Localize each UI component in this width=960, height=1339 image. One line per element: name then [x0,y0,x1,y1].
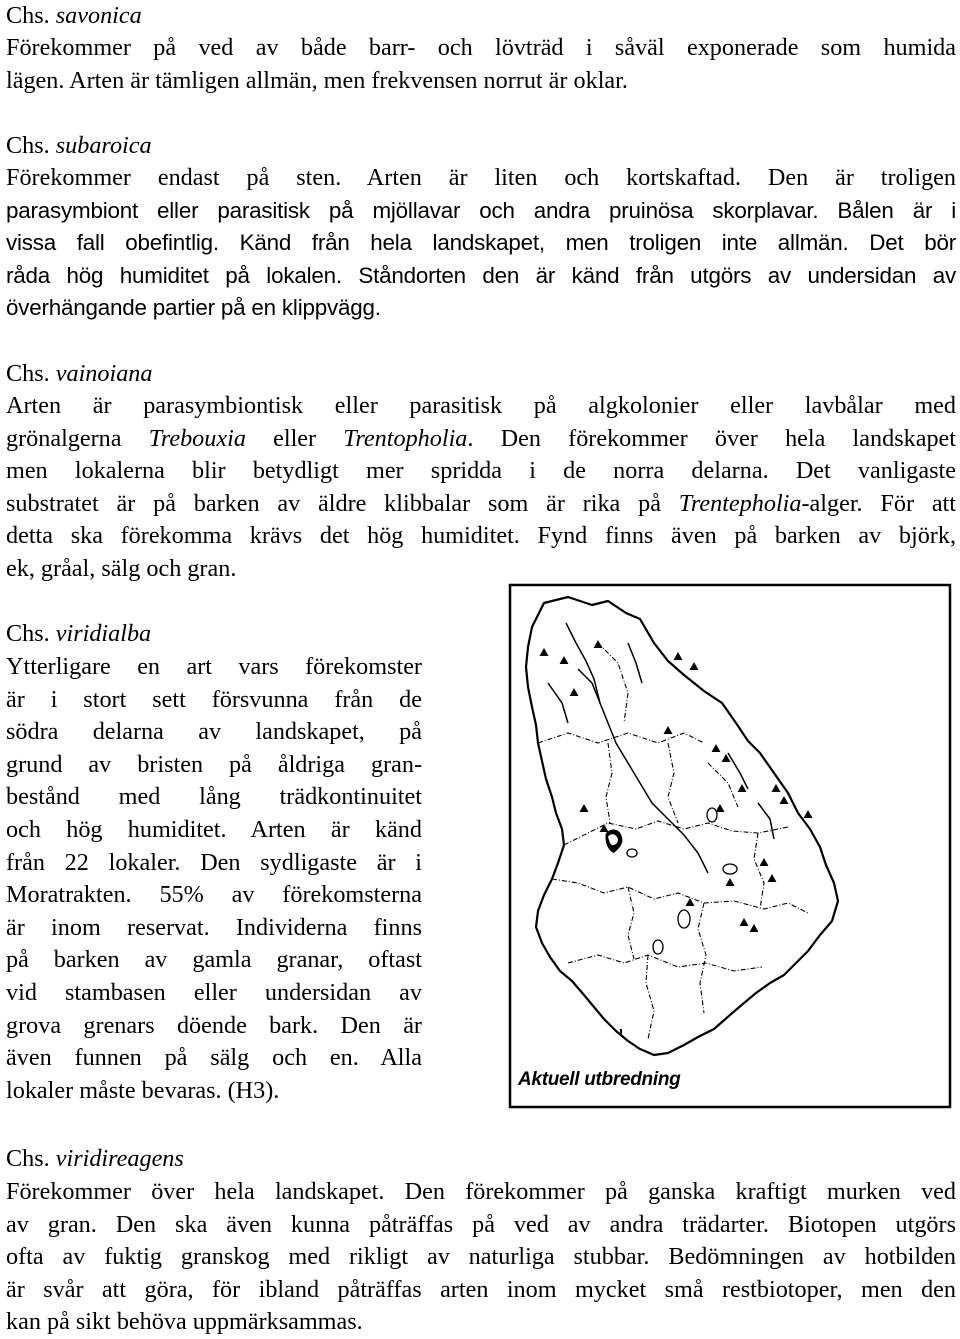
distribution-map-figure [508,583,954,1111]
text-line: av gran. Den ska även kunna påträffas på ved av andra trädarter. Biotopen utgörs [6,1210,956,1238]
species-epithet: viridireagens [55,1145,184,1172]
text-line: grova grenars döende bark. Den är [6,1011,422,1039]
text-run: eller [245,424,344,452]
distribution-map [508,583,954,1111]
species-heading-viridialba [6,618,151,651]
text-line: södra delarna av landskapet, på [6,718,422,746]
text-line: råda hög humiditet på lokalen. Ståndorten den är känd från utgörs av undersidan av [6,262,956,288]
species-text-savonica [6,32,956,97]
species-heading-savonica [6,0,142,33]
species-text-viridialba [6,651,422,1107]
text-line: även funnen på sälg och en. Alla [6,1044,422,1072]
text-line: och hög humiditet. Arten är känd [6,815,422,843]
text-line: ek, gråal, sälg och gran. [6,554,237,582]
text-run: substratet är på barken av äldre klibbalar som är rika på [6,489,679,517]
text-line: grund av bristen på åldriga gran- [6,750,422,778]
text-line: men lokalerna blir betydligt mer spridda i de norra delarna. Det vanligaste [6,457,956,485]
text-line: Förekommer över hela landskapet. Den förekommer på ganska kraftigt murken ved [6,1178,956,1205]
species-text-vainoiana [6,390,956,586]
text-line: från 22 lokaler. Den sydligaste är i [6,848,422,876]
text-line [6,423,956,456]
text-run: -alger. För att [801,489,956,517]
text-line: vissa fall obefintlig. Känd från hela landskapet, men troligen inte allmän. Det bör [6,230,956,256]
text-line: kan på sikt behöva uppmärksammas. [6,1308,363,1336]
text-line: överhängande partier på en klippvägg. [6,295,381,321]
species-heading-viridireagens [6,1143,184,1176]
text-line: lägen. Arten är tämligen allmän, men frekvensen norrut är oklar. [6,66,628,94]
species-epithet: subaroica [55,132,152,159]
text-line: är svår att göra, för ibland påträffas arten inom mycket små restbiotoper, men den [6,1275,956,1303]
text-line: är inom reservat. Individerna finns [6,913,422,941]
text-line: detta ska förekomma krävs det hög humiditet. Fynd finns även på barken av björk, [6,522,956,550]
text-line: Förekommer endast på sten. Arten är liten och kortskaftad. Den är troligen [6,164,956,191]
text-line [6,488,956,521]
text-run: grönalgerna [6,424,149,452]
text-line: Moratrakten. 55% av förekomsterna [6,881,422,909]
species-epithet: savonica [55,2,142,29]
text-line: är i stort sett försvunna från de [6,685,422,713]
map-caption: Aktuell utbredning [518,1069,681,1090]
taxon-name: Trebouxia [148,424,246,452]
genus-abbrev: Chs. [6,620,50,647]
taxon-name: Trentepholia [678,489,802,517]
species-heading-vainoiana [6,358,152,391]
genus-abbrev: Chs. [6,2,50,29]
species-text-viridireagens [6,1176,956,1339]
species-epithet: viridialba [55,620,152,647]
text-line: vid stambasen eller undersidan av [6,978,422,1006]
species-text-subaroica [6,162,956,325]
species-epithet: vainoiana [55,360,153,387]
taxon-name: Trentopholia [343,424,468,452]
genus-abbrev: Chs. [6,1145,50,1172]
text-line: Ytterligare en art vars förekomster [6,653,422,680]
species-heading-subaroica [6,130,152,163]
map-mark [620,1029,622,1035]
text-line: parasymbiont eller parasitisk på mjöllavar och andra pruinösa skorplavar. Bålen är i [6,197,956,223]
genus-abbrev: Chs. [6,360,50,387]
genus-abbrev: Chs. [6,132,50,159]
text-line: ofta av fuktig granskog med rikligt av naturliga stubbar. Bedömningen av hotbilden [6,1243,956,1271]
text-line: Arten är parasymbiontisk eller parasitisk på algkolonier eller lavbålar med [6,392,956,419]
text-line: bestånd med lång trädkontinuitet [6,783,422,811]
text-line: lokaler måste bevaras. (H3). [6,1076,280,1104]
text-line: på barken av gamla granar, oftast [6,946,422,974]
text-run: . Den förekommer över hela landskapet [467,424,956,452]
text-line: Förekommer på ved av både barr- och lövträd i såväl exponerade som humida [6,34,956,61]
map-frame [510,585,950,1107]
